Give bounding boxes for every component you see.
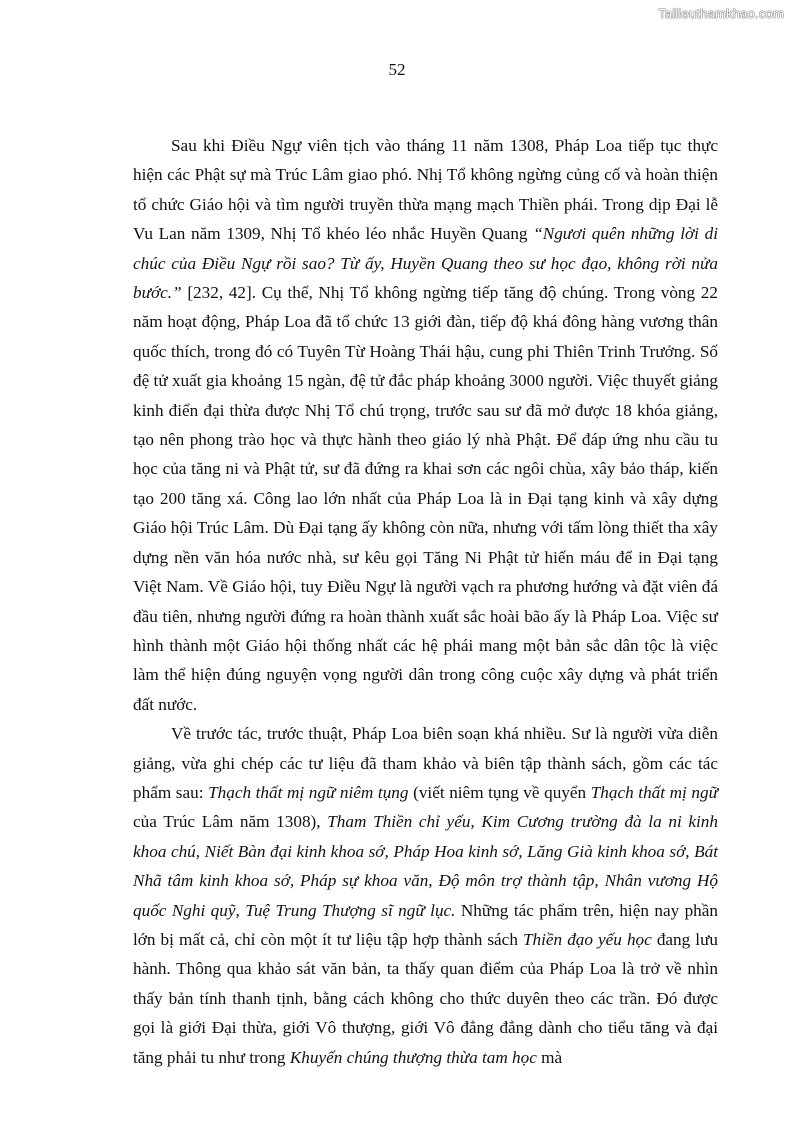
italic-title: Thiền đạo yếu học <box>522 929 652 949</box>
text-segment: [232, 42]. Cụ thể, Nhị Tổ không ngừng tiếp tăng độ chúng. Trong vòng 22 năm hoạt động, Pháp Loa đã tổ chức 13 giới đàn, tiếp độ khá đông hàng vương thân quốc thích, trong đó có Tuyên Từ Hoàng Thái hậu, cung phi Thiên Trinh Trưởng. Số đệ tử xuất gia khoảng 15 ngàn, đệ tử đắc pháp khoảng 3000 người. Việc thuyết giảng kinh điển đại thừa được Nhị Tổ chú trọng, trước sau sư đã mở được 18 khóa giảng, tạo nên phong trào học và thực hành theo giáo lý nhà Phật. Để đáp ứng nhu cầu tu học của tăng ni và Phật tử, sư đã đứng ra khai sơn các ngôi chùa, xây bảo tháp, kiến tạo 200 tăng xá. Công lao lớn nhất của Pháp Loa là in Đại tạng kinh và xây dựng Giáo hội Trúc Lâm. Dù Đại tạng ấy không còn nữa, nhưng với tấm lòng thiết tha xây dựng nền văn hóa nước nhà, sư kêu gọi Tăng Ni Phật tử hiến máu để in Đại tạng Việt Nam. Về Giáo hội, tuy Điều Ngự là người vạch ra phương hướng và đặt viên đá đầu tiên, nhưng người đứng ra hoàn thành xuất sắc hoài bão ấy là Pháp Loa. Việc sư hình thành một Giáo hội thống nhất các hệ phái mang một bản sắc dân tộc là việc làm thể hiện đúng nguyện vọng người dân trong công cuộc xây dựng và phát triển đất nước. <box>133 283 718 714</box>
paragraph-2 <box>133 719 718 1072</box>
italic-title-list: Tham Thiền chỉ yếu, Kim Cương trường đà la ni kinh khoa chú, Niết Bàn đại kinh khoa sớ, Pháp Hoa kinh sớ, Lăng Già kinh khoa sớ, Bát Nhã tâm kinh khoa sớ, Pháp sự khoa văn, Độ môn trợ thành tập, Nhân vương Hộ quốc Nghi quỹ, Tuệ Trung Thượng sĩ ngữ lục. <box>133 812 718 920</box>
text-segment: (viết niêm tụng về quyển <box>408 782 591 802</box>
italic-title: Thạch thất mị ngữ niêm tụng <box>208 782 409 802</box>
text-segment: mà <box>536 1047 563 1067</box>
paragraph-1 <box>133 131 718 719</box>
italic-title: Thạch thất mị ngữ <box>590 782 718 802</box>
text-segment: Về trước tác, trước thuật, Pháp Loa biên soạn khá nhiều. Sư là người vừa diễn giảng, vừa ghi chép các tư liệu đã tham khảo và biên tập thành sách, gồm các tác phẩm sau: <box>133 724 718 802</box>
italic-title: Khuyến chúng thượng thừa tam học <box>289 1047 537 1067</box>
text-segment: Sau khi Điều Ngự viên tịch vào tháng 11 năm 1308, Pháp Loa tiếp tục thực hiện các Phật sự mà Trúc Lâm giao phó. Nhị Tổ không ngừng củng cố và hoàn thiện tổ chức Giáo hội và tìm người truyền thừa mạng mạch Thiền phái. Trong dịp Đại lễ Vu Lan năm 1309, Nhị Tổ khéo léo nhắc Huyền Quang <box>133 136 718 244</box>
page-number: 52 <box>388 60 406 79</box>
body-text <box>133 131 718 1072</box>
text-segment: của Trúc Lâm năm 1308), <box>133 812 328 832</box>
text-segment: đang lưu hành. Thông qua khảo sát văn bản, ta thấy quan điểm của Pháp Loa là trở về nhìn thấy bản tính thanh tịnh, bằng cách không cho thức duyên theo các trần. Đó được gọi là giới Đại thừa, giới Vô thượng, giới Vô đẳng đẳng dành cho tiểu tăng và đại tăng phải tu như trong <box>133 929 718 1067</box>
italic-quote: “Ngươi quên những lời di chúc của Điều Ngự rồi sao? Từ ấy, Huyền Quang theo sư học đạo, không rời nửa bước.” <box>133 224 718 303</box>
text-segment: Những tác phẩm trên, hiện nay phần lớn bị mất cả, chỉ còn một ít tư liệu tập hợp thành sách <box>133 900 718 949</box>
watermark: Tailieuthamkhao.com <box>658 6 784 21</box>
